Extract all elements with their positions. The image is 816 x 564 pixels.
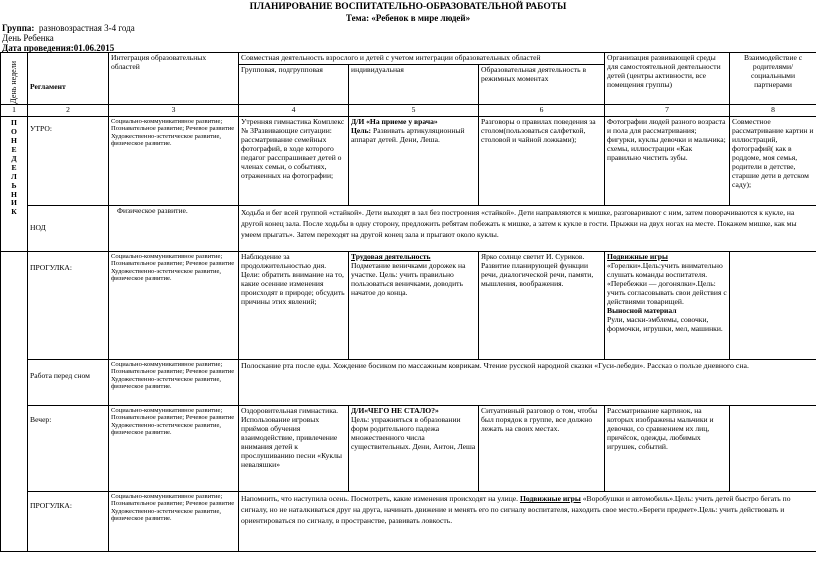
header-group: Групповая, подгрупповая bbox=[239, 64, 349, 104]
day-letter: К bbox=[11, 207, 17, 217]
walk-integration: Социально-коммуникативное развитие; Познавательное развитие; Речевое развитие Художественно-эстетическое развитие, физическое развитие. bbox=[109, 251, 239, 359]
morning-group: Утренняя гимнастика Комплекс № 3Развивающие ситуации: рассматривание семейных фотографий, в ходе которого педагог расспрашивает детей о членах семьи, о событиях, отраженных на фотографии; bbox=[239, 116, 349, 205]
morning-goal: Развивать артикуляционный аппарат детей. Дени, Леша. bbox=[351, 125, 465, 144]
header-environment: Организация развивающей среды для самостоятельной деятельности детей (центры активности, все помещения группы) bbox=[605, 53, 730, 105]
date-label: Дата проведения: bbox=[2, 43, 74, 53]
day-letter: Ь bbox=[11, 180, 17, 190]
plan-table bbox=[0, 52, 816, 552]
walk-group: Наблюдение за продолжительностью дня. Цели: обратить внимание на то, какие осенние изменения происходят в природе; обсудить причины этих явлений; bbox=[239, 251, 349, 359]
theme-line bbox=[0, 13, 816, 23]
row-before-sleep bbox=[1, 359, 816, 405]
group-line bbox=[2, 23, 135, 33]
header-individual: индивидуальная bbox=[349, 64, 479, 104]
column-number: 3 bbox=[109, 104, 239, 116]
walk-individual-title: Трудовая деятельность bbox=[351, 251, 431, 261]
column-number: 7 bbox=[605, 104, 730, 116]
day-letter: Е bbox=[11, 162, 17, 172]
morning-environment: Фотографии людей разного возраста и пола для рассматривания; фигурки, куклы девочки и мальчика; схемы, иллюстрации «Как правильно чистить зубы. bbox=[605, 116, 730, 205]
header-integration: Интеграция образовательных областей bbox=[109, 53, 239, 105]
row-walk-2 bbox=[1, 491, 816, 551]
column-numbers-row bbox=[1, 104, 816, 116]
walk-regime: ПРОГУЛКА: bbox=[28, 251, 109, 359]
walk-regime-moments: Ярко солнце светит И. Суриков. Развитие планирующей функции речи, диалогической речи, памяти, мышления, воображения. bbox=[479, 251, 605, 359]
header-regime bbox=[28, 53, 109, 105]
walk-individual-text: Подметание веничками дорожек на участке. Цель: учить правильно пользоваться веничками, доводить начатое до конца. bbox=[351, 260, 466, 297]
day-letter: Н bbox=[11, 135, 17, 145]
morning-interaction: Совместное рассматривание картин и иллюстраций, фотографий( как в роддоме, моя семья, родители в детстве, старшие дети в детском саду); bbox=[730, 116, 816, 205]
walk-games-text: «Горелки».Цель:учить внимательно слушать команды воспитателя. «Перебежки — догонялки».Цель: учить согласовывать свои действия с действиями товарищей. bbox=[607, 260, 727, 306]
row-evening bbox=[1, 405, 816, 491]
group-label: Группа: bbox=[2, 23, 35, 33]
row-morning bbox=[1, 116, 816, 205]
column-number: 6 bbox=[479, 104, 605, 116]
evening-regime: Вечер: bbox=[28, 405, 109, 491]
column-number: 8 bbox=[730, 104, 816, 116]
walk-interaction bbox=[730, 251, 816, 359]
walk-material-text: Рули, маски-эмблемы, совочки, формочки, игрушки, мел, машинки. bbox=[607, 314, 723, 333]
column-number: 4 bbox=[239, 104, 349, 116]
before-sleep-integration: Социально-коммуникативное развитие; Познавательное развитие; Речевое развитие Художественно-эстетическое развитие, физическое развитие. bbox=[109, 359, 239, 405]
header-day-week-cell bbox=[1, 53, 28, 105]
walk-games-title: Подвижные игры bbox=[607, 251, 668, 261]
day-name: День Ребенка bbox=[2, 33, 54, 43]
morning-regime: УТРО: bbox=[28, 116, 109, 205]
day-letter: П bbox=[11, 117, 17, 127]
header-regime-text: Регламент bbox=[30, 81, 66, 91]
walk2-regime: ПРОГУЛКА: bbox=[28, 491, 109, 551]
nod-regime: НОД bbox=[28, 205, 109, 251]
date-value: 01.06.2015 bbox=[73, 43, 115, 53]
evening-group: Оздоровительная гимнастика. Использование игровых приёмов обучения взаимодействие, привлечение внимания детей к прослушиванию песни «Куклы неваляшки» bbox=[239, 405, 349, 491]
header-interaction: Взаимодействие с родителями/ социальными партнерами bbox=[730, 53, 816, 105]
walk-material-title: Выносной материал bbox=[607, 305, 677, 315]
day-empty bbox=[1, 251, 28, 551]
morning-individual bbox=[349, 116, 479, 205]
evening-individual-title: Д/И«ЧЕГО НЕ СТАЛО?» bbox=[351, 405, 439, 415]
walk2-content-a: Напомнить, что наступила осень. Посмотреть, какие изменения происходят на улице. bbox=[241, 493, 519, 503]
morning-goal-label: Цель: bbox=[351, 125, 372, 135]
morning-integration: Социально-коммуникативное развитие; Познавательное развитие; Речевое развитие Художественно-эстетическое развитие, физическое развитие. bbox=[109, 116, 239, 205]
evening-interaction bbox=[730, 405, 816, 491]
walk2-content-b: «Воробушки и автомобиль».Цель: учить детей быстро бегать по сигналу, но не наталкиваться друг на друга, начинать движение и менять его по сигналу воспитателя, находить свое место.«Береги предмет».Цель: учить действовать и ориентироваться по сигналу, в пространстве, развивать ловкость. bbox=[241, 493, 791, 525]
row-nod bbox=[1, 205, 816, 251]
header-regime-moments: Образовательная деятельность в режимных моментах bbox=[479, 64, 605, 104]
before-sleep-regime: Работа перед сном bbox=[28, 359, 109, 405]
theme-label: Тема: bbox=[345, 13, 370, 23]
column-number: 2 bbox=[28, 104, 109, 116]
day-letter: Е bbox=[11, 144, 17, 154]
day-letter: Д bbox=[11, 153, 17, 163]
column-number: 1 bbox=[1, 104, 28, 116]
row-walk bbox=[1, 251, 816, 359]
nod-integration: Физическое развитие. bbox=[109, 205, 239, 251]
evening-regime-moments: Ситуативный разговор о том, чтобы был порядок в группе, все должно лежать на своих местах. bbox=[479, 405, 605, 491]
day-letter: И bbox=[11, 198, 17, 208]
walk2-content bbox=[239, 491, 816, 551]
day-letter: О bbox=[11, 126, 17, 136]
walk2-integration: Социально-коммуникативное развитие; Познавательное развитие; Речевое развитие Художественно-эстетическое развитие, физическое развитие. bbox=[109, 491, 239, 551]
header-row-1 bbox=[1, 53, 816, 65]
morning-individual-title: Д/И «На приеме у врача» bbox=[351, 116, 438, 126]
morning-regime-moments: Разговоры о правилах поведения за столом(пользоваться салфеткой, столовой и чайной ложками); bbox=[479, 116, 605, 205]
evening-integration: Социально-коммуникативное развитие; Познавательное развитие; Речевое развитие Художественно-эстетическое развитие, физическое развитие. bbox=[109, 405, 239, 491]
evening-individual bbox=[349, 405, 479, 491]
group-value: разновозрастная 3-4 года bbox=[38, 23, 135, 33]
evening-individual-text: Цель: упражняться в образовании форм родительного падежа множественного числа существительных. Дени, Антон, Леша bbox=[351, 414, 476, 451]
evening-environment: Рассматривание картинок, на которых изображены мальчики и девочки, со сравнением их лиц, причёсок, одежды, любимых игрушек, событий. bbox=[605, 405, 730, 491]
walk-individual bbox=[349, 251, 479, 359]
day-letter: Н bbox=[11, 189, 17, 199]
header-day-week: День недели bbox=[9, 61, 19, 104]
column-number: 5 bbox=[349, 104, 479, 116]
walk-environment bbox=[605, 251, 730, 359]
walk2-games-title: Подвижные игры bbox=[519, 493, 581, 503]
day-letter: Л bbox=[11, 171, 17, 181]
document-title: ПЛАНИРОВАНИЕ ВОСПИТАТЕЛЬНО-ОБРАЗОВАТЕЛЬНОЙ РАБОТЫ bbox=[249, 2, 567, 12]
theme-value: «Ребенок в мире людей» bbox=[371, 13, 471, 23]
nod-content: Ходьба и бег всей группой «стайкой». Дети выходят в зал без построения «стайкой». Дети направляются к мишке, разговаривают с ним, затем поворачиваются к кукле, на другой конец зала. После ходьбы в одну сторону, предложить ребятам побежать к мишке, а затем к кукле в гости. Прыжки на двух ногах на месте. Покажем мишке, как мы умеем прыгать». Затем переходят на другой конец зала и прыгают около куклы. bbox=[239, 205, 816, 251]
day-letters bbox=[1, 116, 28, 251]
before-sleep-content: Полоскание рта после еды. Хождение босиком по массажным коврикам. Чтение русской народной сказки «Гуси-лебеди». Рассказ о пользе дневного сна. bbox=[239, 359, 816, 405]
header-joint: Совместная деятельность взрослого и детей с учетом интеграции образовательных областей bbox=[239, 53, 605, 65]
